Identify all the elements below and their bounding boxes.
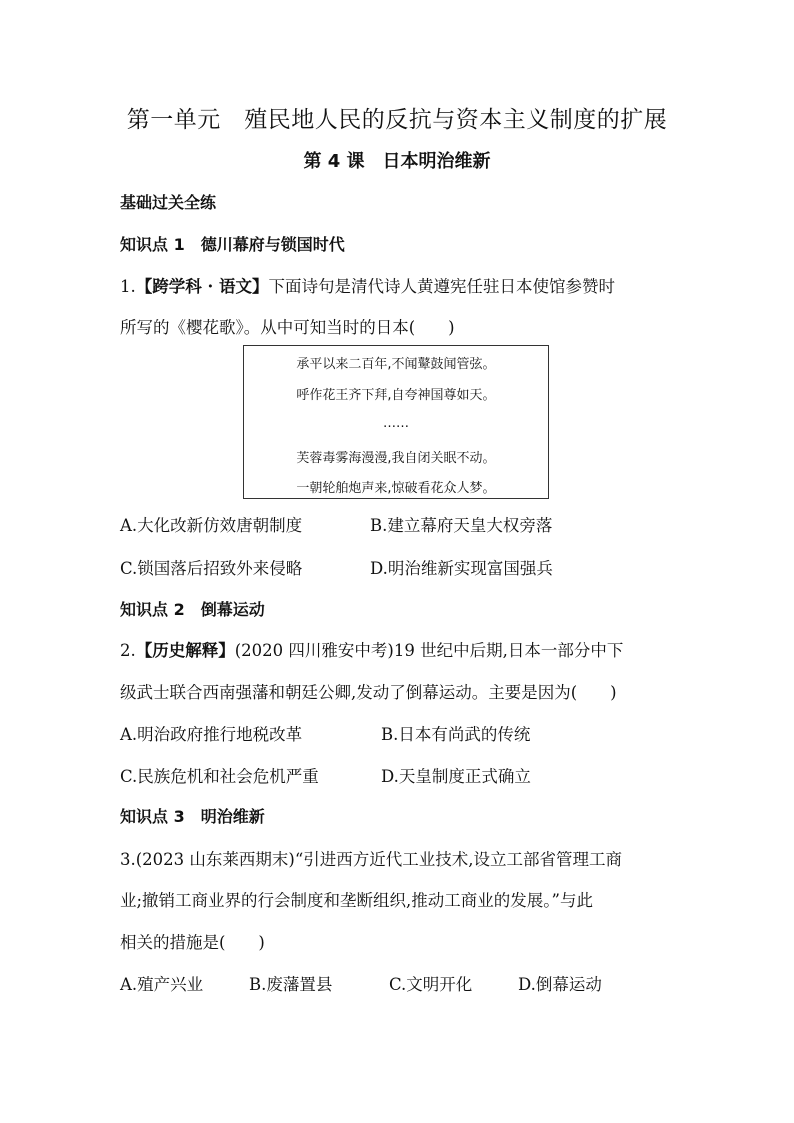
question-1-option-d[interactable]: D.明治维新实现富国强兵: [370, 559, 553, 578]
question-3-option-d[interactable]: D.倒幕运动: [518, 975, 602, 994]
question-2-option-b[interactable]: B.日本有尚武的传统: [381, 725, 531, 744]
question-2-option-a[interactable]: A.明治政府推行地税改革: [120, 725, 303, 744]
question-1-number: 1.: [120, 277, 136, 296]
question-1-option-c[interactable]: C.锁国落后招致外来侵略: [120, 559, 303, 578]
question-3-stem-1: 3.(2023 山东莱西期末)“引进西方近代工业技术,设立工部省管理工商: [120, 850, 623, 869]
question-2-option-d[interactable]: D.天皇制度正式确立: [381, 767, 531, 786]
knowledge-point-1: 知识点 1 德川幕府与锁国时代: [120, 235, 345, 254]
poem-line-5: 一朝轮舶炮声来,惊破看花众人梦。: [296, 481, 496, 496]
question-3-stem-2: 业;撤销工商业界的行会制度和垄断组织,推动工商业的发展。”与此: [120, 891, 593, 910]
section-heading: 基础过关全练: [120, 193, 217, 212]
question-1-stem-1: 下面诗句是清代诗人黄遵宪任驻日本使馆参赞时: [268, 277, 615, 296]
poem-box: [243, 345, 549, 499]
question-2-stem-1: (2020 四川雅安中考)19 世纪中后期,日本一部分中下: [234, 641, 624, 660]
question-1-stem-2: 所写的《樱花歌》。从中可知当时的日本( ): [120, 318, 455, 337]
question-2-stem-2: 级武士联合西南强藩和朝廷公卿,发动了倒幕运动。主要是因为( ): [120, 683, 617, 702]
poem-line-2: 呼作花王齐下拜,自夸神国尊如天。: [296, 388, 496, 403]
question-3-option-c[interactable]: C.文明开化: [389, 975, 473, 994]
unit-title: 第一单元 殖民地人民的反抗与资本主义制度的扩展: [126, 107, 668, 133]
question-2-line-1: [120, 637, 623, 661]
question-3-stem-3: 相关的措施是( ): [120, 933, 265, 952]
knowledge-point-3: 知识点 3 明治维新: [120, 807, 265, 826]
question-1-option-a[interactable]: A.大化改新仿效唐朝制度: [120, 516, 303, 535]
poem-line-4: 芙蓉毒雾海漫漫,我自闭关眠不动。: [296, 451, 496, 466]
lesson-title: 第 4 课 日本明治维新: [303, 151, 491, 172]
question-2-tag: 【历史解释】: [135, 641, 235, 660]
knowledge-point-2: 知识点 2 倒幕运动: [120, 600, 265, 619]
poem-line-1: 承平以来二百年,不闻鼙鼓闻管弦。: [296, 357, 496, 372]
question-1-tag: 【跨学科 · 语文】: [135, 277, 269, 296]
question-1-option-b[interactable]: B.建立幕府天皇大权旁落: [370, 516, 553, 535]
question-3-option-a[interactable]: A.殖产兴业: [120, 975, 204, 994]
poem-line-3: ……: [383, 416, 409, 431]
question-1-line-1: [120, 273, 615, 297]
question-2-option-c[interactable]: C.民族危机和社会危机严重: [120, 767, 319, 786]
question-2-number: 2.: [120, 641, 136, 660]
question-3-option-b[interactable]: B.废藩置县: [249, 975, 333, 994]
